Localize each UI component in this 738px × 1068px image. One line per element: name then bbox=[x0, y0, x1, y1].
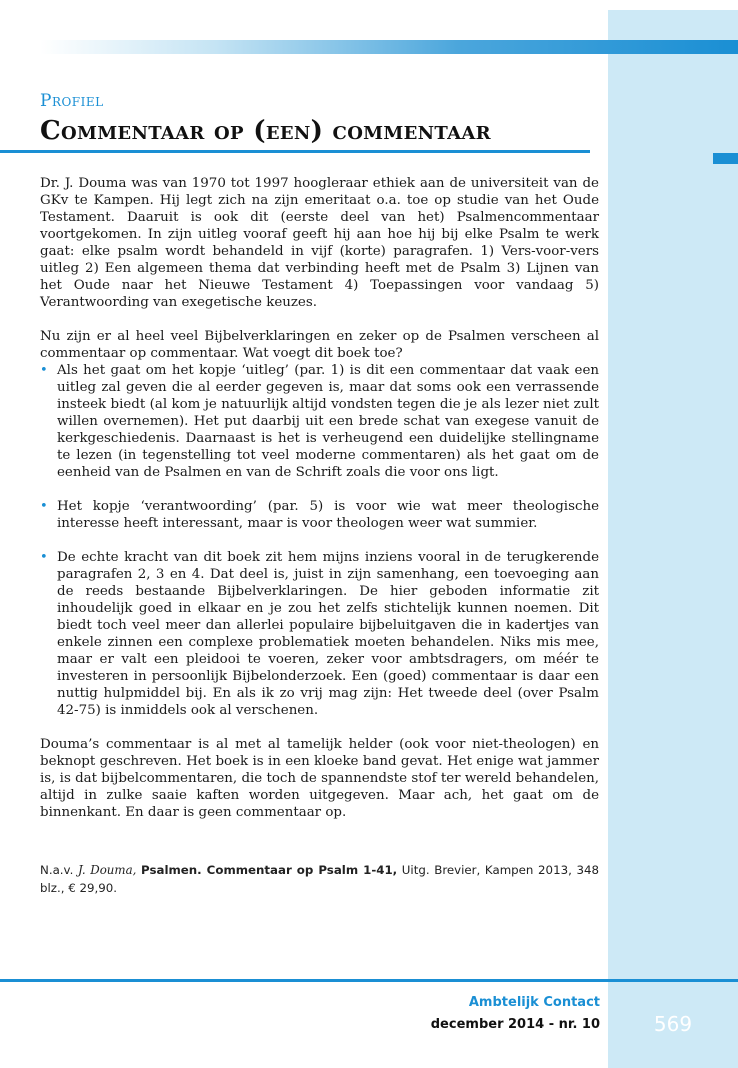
list-item-text: De echte kracht van dit boek zit hem mijns inziens vooral in de terugkerende paragrafen 2, 3 en 4. Dat deel is, juist in zijn samenhang, een toevoeging aan de reeds bestaande Bijbelverklaringen. De hier geboden informatie zit inhoudelijk goed in elkaar en je zou het zelfs stichtelijk kunnen noemen. Dit biedt toch veel meer dan allerlei populaire bijbeluitgaven die in kadertjes van enkele zinnen een complexe problematiek moeten behandelen. Niks mis mee, maar er valt een pleidooi te voeren, zeker voor ambtsdragers, om méér te investeren in persoonlijk Bijbelonderzoek. Een (goed) commentaar is daar een nuttig hulpmiddel bij. En als ik zo vrij mag zijn: Het tweede deel (over Psalm 42-75) is inmiddels ook al verschenen. bbox=[57, 550, 599, 718]
page-number: 569 bbox=[653, 1012, 693, 1036]
list-item bbox=[40, 362, 599, 481]
bullet-list bbox=[40, 362, 599, 719]
source-author: J. Douma, bbox=[78, 863, 137, 877]
page-title: Commentaar op (een) commentaar bbox=[40, 116, 491, 146]
title-rule bbox=[0, 150, 590, 153]
side-panel bbox=[608, 10, 738, 1068]
source-prefix: N.a.v. bbox=[40, 863, 74, 877]
conclusion-paragraph: Douma’s commentaar is al met al tamelijk helder (ook voor niet-theologen) en beknopt geschreven. Het boek is in een kloeke band gevat. Het enige wat jammer is, is dat bijbelcommentaren, die toch de spannendste stof ter wereld behandelen, altijd in zulke saaie kaften worden uitgegeven. Maar ach, het gaat om de binnenkant. En daar is geen commentaar op. bbox=[40, 737, 599, 820]
list-item bbox=[40, 549, 599, 719]
question-paragraph: Nu zijn er al heel veel Bijbelverklaringen en zeker op de Psalmen verscheen al commentaar op commentaar. Wat voegt dit boek toe? bbox=[40, 329, 599, 361]
list-item-text: Als het gaat om het kopje ‘uitleg’ (par. 1) is dit een commentaar dat vaak een uitleg zal geven die al eerder gegeven is, maar dat soms ook een verrassende insteek biedt (al kom je natuurlijk altijd vondsten tegen die je als lezer niet zult willen overnemen). Het put daarbij uit een brede schat van exegese vanuit de kerkgeschiedenis. Daarnaast is het is verheugend een duidelijke stellingname te lezen (in tegenstelling tot veel moderne commentaren) als het gaat om de eenheid van de Psalmen en van de Schrift zoals die voor ons ligt. bbox=[57, 363, 599, 480]
top-gradient-band bbox=[40, 40, 738, 54]
bullet-icon: • bbox=[40, 363, 48, 378]
source-details: Uitg. Brevier, Kampen 2013, 348 blz., € 29,90. bbox=[40, 863, 599, 895]
book-source-note bbox=[40, 861, 599, 897]
bullet-icon: • bbox=[40, 499, 48, 514]
publication-name: Ambtelijk Contact bbox=[468, 995, 600, 1010]
side-tab-marker bbox=[713, 153, 738, 164]
intro-paragraph: Dr. J. Douma was van 1970 tot 1997 hoogleraar ethiek aan de universiteit van de GKv te Kampen. Hij legt zich na zijn emeritaat o.a. toe op studie van het Oude Testament. Daaruit is ook dit (eerste deel van het) Psalmencommentaar voortgekomen. In zijn uitleg vooraf geeft hij aan hoe hij bij elke Psalm te werk gaat: elke psalm wordt behandeld in vijf (korte) paragrafen. 1) Vers-voor-vers uitleg 2) Een algemeen thema dat verbinding heeft met de Psalm 3) Lijnen van het Oude naar het Nieuwe Testament 4) Toepassingen voor vandaag 5) Verantwoording van exegetische keuzes. bbox=[40, 176, 599, 310]
article-body bbox=[40, 175, 599, 838]
issue-label: december 2014 - nr. 10 bbox=[430, 1017, 600, 1032]
list-item bbox=[40, 498, 599, 532]
source-book-title: Psalmen. Commentaar op Psalm 1-41, bbox=[141, 863, 398, 877]
bullet-icon: • bbox=[40, 550, 48, 565]
footer-rule bbox=[0, 979, 738, 982]
list-item-text: Het kopje ‘verantwoording’ (par. 5) is voor wie wat meer theologische interesse heeft interessant, maar is voor theologen weer wat summier. bbox=[57, 499, 599, 531]
section-kicker: Profiel bbox=[40, 91, 104, 111]
